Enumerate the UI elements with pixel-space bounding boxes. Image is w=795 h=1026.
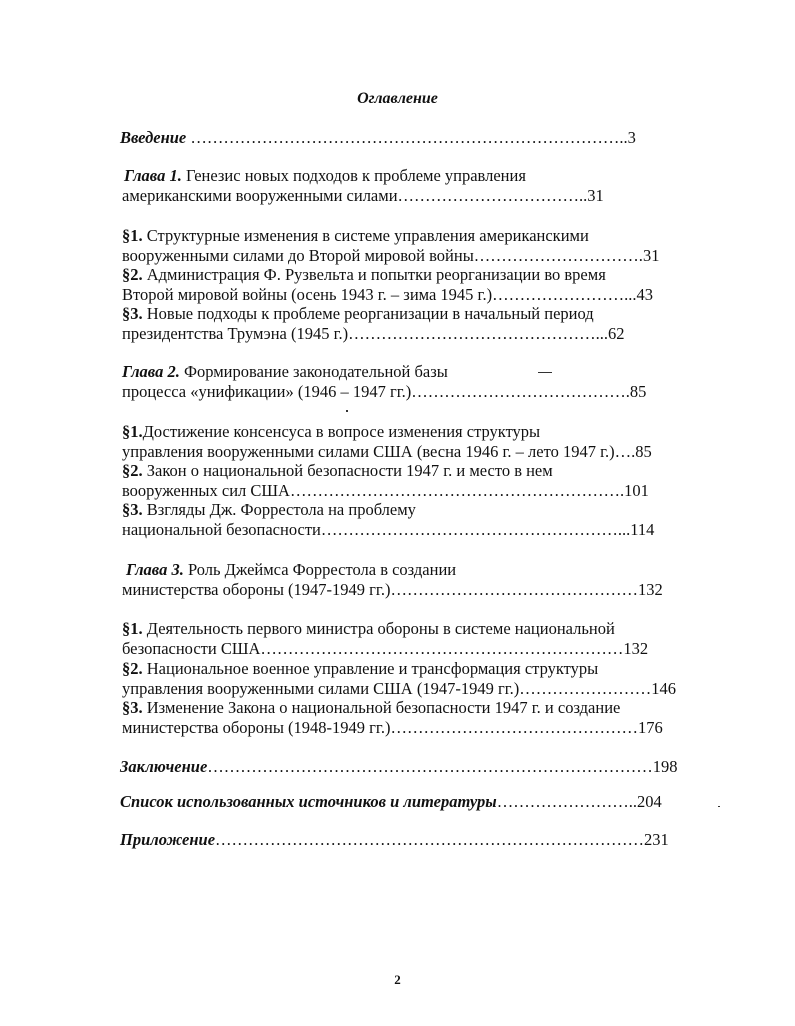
toc-entry-label: Список использованных источников и литературы — [120, 792, 497, 811]
toc-section-title: Достижение консенсуса в вопросе изменения структуры — [142, 422, 541, 441]
toc-leader: ……………………………………………………………………… — [207, 757, 653, 776]
toc-chapter-title-cont: американскими вооруженными силами…………………………….. — [122, 186, 588, 205]
toc-entry-intro — [120, 128, 636, 148]
toc-section-num: §1. — [122, 619, 143, 638]
toc-section-title-cont: вооруженными силами до Второй мировой войны…………………………. — [122, 246, 643, 265]
toc-section-title: Структурные изменения в системе управления американскими — [142, 226, 589, 245]
toc-section-num: §1. — [122, 226, 143, 245]
toc-chapter-1-line1 — [124, 166, 526, 186]
toc-section-1-2-line2 — [122, 285, 653, 305]
toc-section-1-1-line2 — [122, 246, 659, 266]
toc-section-title-cont: президентства Трумэна (1945 г.)………………………………………... — [122, 324, 609, 343]
toc-chapter-title: Формирование законодательной базы — [179, 362, 448, 381]
toc-page: 176 — [637, 718, 663, 737]
toc-chapter-label: Глава 1. — [124, 166, 182, 185]
toc-section-num: §3. — [122, 500, 143, 519]
toc-section-1-3-line2 — [122, 324, 625, 344]
toc-section-2-1-line1 — [122, 422, 540, 442]
toc-section-2-2-line2 — [122, 481, 649, 501]
toc-section-2-1-line2 — [122, 442, 652, 462]
toc-entry-label: Приложение — [120, 830, 216, 849]
toc-section-title-cont: национальной безопасности………………………………………………... — [122, 520, 631, 539]
toc-section-2-3-line1 — [122, 500, 416, 520]
toc-section-1-3-line1 — [122, 304, 594, 324]
toc-chapter-label: Глава 3. — [126, 560, 184, 579]
toc-page: 3 — [627, 128, 636, 147]
toc-chapter-2-line2 — [122, 382, 646, 402]
toc-chapter-1-line2 — [122, 186, 604, 206]
toc-page: 62 — [608, 324, 625, 343]
toc-section-3-2-line1 — [122, 659, 598, 679]
toc-entry-label: Заключение — [120, 757, 208, 776]
toc-page: 114 — [630, 520, 655, 539]
toc-page: 198 — [652, 757, 678, 776]
toc-leader: …………………………………………………………………… — [215, 830, 645, 849]
toc-entry-label: Введение — [120, 128, 187, 147]
toc-section-2-2-line1 — [122, 461, 553, 481]
toc-section-3-1-line2 — [122, 639, 648, 659]
toc-page: 85 — [635, 442, 652, 461]
toc-chapter-3-line2 — [122, 580, 663, 600]
toc-chapter-title: Роль Джеймса Форрестола в создании — [183, 560, 457, 579]
toc-section-1-1-line1 — [122, 226, 589, 246]
toc-chapter-title-cont: процесса «унификации» (1946 – 1947 гг.)…………………………………. — [122, 382, 630, 401]
toc-section-title-cont: управления вооруженными силами США (весна 1946 г. – лето 1947 г.)…. — [122, 442, 636, 461]
scan-speck — [538, 372, 552, 373]
toc-page: 231 — [644, 830, 669, 849]
toc-section-title: Национальное военное управление и трансформация структуры — [142, 659, 599, 678]
toc-section-title: Закон о национальной безопасности 1947 г. и место в нем — [142, 461, 553, 480]
toc-page: 31 — [642, 246, 660, 265]
toc-section-num: §2. — [122, 659, 143, 678]
toc-page: 146 — [651, 679, 677, 698]
page-number: 2 — [394, 972, 401, 987]
toc-chapter-2-line1 — [122, 362, 448, 382]
toc-section-3-3-line1 — [122, 698, 620, 718]
toc-section-title-cont: безопасности США………………………………………………………… — [122, 639, 624, 658]
toc-page: 101 — [624, 481, 649, 500]
scan-speck — [718, 806, 720, 807]
toc-section-num: §2. — [122, 461, 143, 480]
toc-section-title: Взгляды Дж. Форрестола на проблему — [142, 500, 416, 519]
toc-page: 43 — [636, 285, 653, 304]
toc-page: 85 — [629, 382, 647, 401]
toc-leader: …………………………………………………………………….. — [186, 128, 628, 147]
toc-section-num: §1. — [122, 422, 143, 441]
toc-leader: …………………….. — [496, 792, 637, 811]
toc-entry-appendix — [120, 830, 669, 850]
toc-section-num: §3. — [122, 698, 143, 717]
toc-chapter-3-line1 — [126, 560, 456, 580]
toc-section-title: Деятельность первого министра обороны в системе национальной — [142, 619, 615, 638]
toc-section-title: Администрация Ф. Рузвельта и попытки реорганизации во время — [142, 265, 606, 284]
toc-section-3-1-line1 — [122, 619, 615, 639]
toc-section-2-3-line2 — [122, 520, 654, 540]
toc-entry-conclusion — [120, 757, 678, 777]
toc-section-title-cont: вооруженных сил США……………………………………………………. — [122, 481, 625, 500]
toc-section-3-3-line2 — [122, 718, 663, 738]
toc-section-title-cont: Второй мировой войны (осень 1943 г. – зима 1945 г.)……………………... — [122, 285, 637, 304]
toc-page: 132 — [623, 639, 649, 658]
toc-section-title: Новые подходы к проблеме реорганизации в начальный период — [142, 304, 594, 323]
toc-chapter-label: Глава 2. — [122, 362, 180, 381]
toc-section-3-2-line2 — [122, 679, 676, 699]
toc-page: 132 — [637, 580, 663, 599]
toc-section-title-cont: министерства обороны (1948-1949 гг.)……………………………………… — [122, 718, 638, 737]
toc-entry-sources — [120, 792, 662, 812]
toc-section-title: Изменение Закона о национальной безопасности 1947 г. и создание — [142, 698, 621, 717]
toc-page: 31 — [587, 186, 604, 205]
toc-chapter-title: Генезис новых подходов к проблеме управления — [181, 166, 526, 185]
toc-page: 204 — [636, 792, 662, 811]
toc-section-num: §2. — [122, 265, 143, 284]
scan-speck — [346, 410, 348, 412]
toc-chapter-title-cont: министерства обороны (1947-1949 гг.)……………………………………… — [122, 580, 638, 599]
toc-title: Оглавление — [357, 90, 438, 107]
toc-section-num: §3. — [122, 304, 143, 323]
toc-section-1-2-line1 — [122, 265, 606, 285]
toc-section-title-cont: управления вооруженными силами США (1947-1949 гг.)…………………… — [122, 679, 652, 698]
